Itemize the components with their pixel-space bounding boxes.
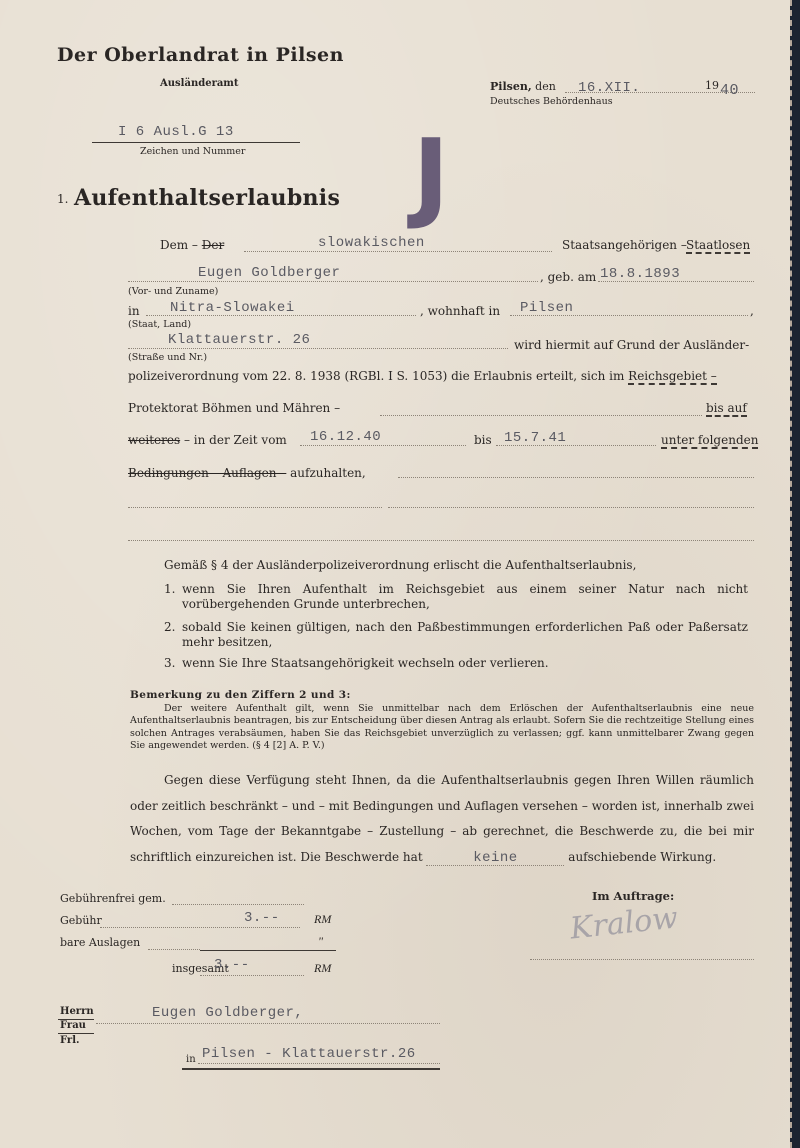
den-label: den [535, 80, 556, 93]
office-building: Deutsches Behördenhaus [490, 96, 613, 107]
born-label: , geb. am [540, 270, 597, 284]
authority-heading: Der Oberlandrat in Pilsen [57, 44, 344, 66]
fee-exempt-label: Gebührenfrei gem. [60, 892, 166, 905]
stateless-label: Staatlosen [686, 238, 751, 252]
address-double-rule [182, 1068, 440, 1070]
dem-label [160, 238, 224, 252]
fee-value: 3.-- [244, 910, 280, 926]
expiry-item [164, 656, 754, 671]
salutation-rule [58, 1033, 94, 1034]
item-number: 2. [164, 620, 176, 634]
fee-label: Gebühr [60, 914, 102, 927]
from-date-value: 16.12.40 [310, 429, 382, 445]
name-value: Eugen Goldberger [198, 265, 341, 281]
fee-currency: RM [314, 912, 332, 926]
addressee-in-label: in [186, 1054, 196, 1065]
expenses-label: bare Auslagen [60, 936, 141, 949]
protektorat-label: Protektorat Böhmen und Mähren – [128, 401, 341, 415]
nationality-suffix: Staatsangehörigen – [562, 238, 687, 252]
bis-label: bis [474, 433, 492, 447]
signature-line [530, 958, 754, 960]
expiry-item [164, 620, 754, 650]
der-struck-text: Der [201, 238, 225, 252]
page-edge [790, 0, 800, 1148]
nationality-value: slowakischen [318, 235, 425, 251]
expiry-item [164, 582, 754, 612]
expiry-intro: Gemäß § 4 der Ausländerpolizeiverordnung erlischt die Aufenthaltserlaubnis, [164, 558, 637, 572]
weiteres-struck-text: weiteres [128, 433, 181, 447]
born-value: 18.8.1893 [600, 266, 681, 282]
note-body [130, 703, 754, 753]
form-number: 1. [57, 192, 69, 206]
year-value: 40 [720, 82, 740, 99]
reference-caption: Zeichen und Nummer [140, 146, 246, 157]
dem-text: Dem – [160, 238, 198, 252]
place-label: Pilsen, [490, 80, 532, 93]
conditions-fill-line-2b [388, 494, 754, 508]
origin-caption: (Staat, Land) [128, 319, 192, 330]
appeal-paragraph [130, 768, 754, 870]
addressee-address: Pilsen - Klattauerstr.26 [202, 1046, 416, 1062]
conditions-label: unter folgenden [661, 433, 759, 447]
decree-line [128, 369, 717, 383]
expenses-value: " [318, 934, 324, 948]
bedingungen-line [128, 466, 366, 480]
addressee-name: Eugen Goldberger, [152, 1005, 304, 1021]
salutation-herrn: Herrn [60, 1006, 94, 1017]
resident-label: , wohnhaft in [420, 304, 501, 318]
total-label: insgesamt [172, 962, 229, 975]
year-prefix: 19 [705, 79, 719, 92]
to-date-value: 15.7.41 [504, 430, 567, 446]
bedingungen-struck-text: Bedingungen – Auflagen – [128, 466, 287, 480]
appeal-text-after: aufschiebende Wirkung. [568, 849, 717, 864]
bis-auf-label: bis auf [706, 401, 747, 415]
salutation-frau: Frau [60, 1020, 86, 1031]
form-title: Aufenthaltserlaubnis [74, 185, 341, 211]
street-value: Klattauerstr. 26 [168, 332, 311, 348]
comma: , [750, 304, 754, 318]
origin-value: Nitra-Slowakei [170, 300, 295, 316]
reichsgebiet-text: Reichsgebiet – [628, 369, 717, 383]
aufzuhalten-text: aufzuhalten, [290, 466, 366, 480]
item-number: 3. [164, 656, 176, 670]
appeal-text: Gegen diese Verfügung steht Ihnen, da die Aufenthaltserlaubnis gegen Ihren Willen räumlich oder zeitlich beschränkt – und – mit Bedingungen und Auflagen versehen – worden ist, innerhalb zwei Wochen, vom Tage der Bekanntgabe – Zustellung – ab gerechnet, die Beschwerde zu, die bei mir schriftlich einzureichen ist. Die Beschwerde hat [130, 773, 754, 864]
department-label: Ausländeramt [160, 78, 239, 89]
total-value: 3.-- [214, 957, 250, 973]
conditions-fill-line-2a [128, 494, 382, 508]
period-line [128, 433, 287, 447]
signature-label: Im Auftrage: [592, 889, 675, 903]
item-number: 1. [164, 582, 176, 596]
note-text: Der weitere Aufenthalt gilt, wenn Sie unmittelbar nach dem Erlöschen der Aufenthaltserlaubnis eine neue Aufenthaltserlaubnis beantragen, bis zur Entscheidung über diesen Antrag als erlaubt. Sofern Sie die rechtzeitige Stellung eines solchen Antrages verabsäumen, haben Sie das Reichsgebiet unverzüglich zu verlassen; ggf. kann unmittelbarer Zwang gegen Sie angewendet werden. (§ 4 [2] A. P. V.) [130, 703, 754, 752]
handwritten-signature: Kralow [568, 900, 680, 947]
total-currency: RM [314, 961, 332, 975]
date-value: 16.XII. [578, 80, 641, 96]
effect-value: keine [426, 851, 564, 866]
note-heading: Bemerkung zu den Ziffern 2 und 3: [130, 689, 351, 701]
name-caption: (Vor- und Zuname) [128, 286, 219, 297]
in-label: in [128, 304, 140, 318]
conditions-fill-line-3 [128, 527, 754, 541]
sum-rule [200, 950, 336, 951]
zeit-label: – in der Zeit vom [183, 433, 287, 447]
item-text: sobald Sie keinen gültigen, nach den Paßbestimmungen erforderlichen Paß oder Paßersatz mehr besitzen, [182, 620, 748, 649]
decree-text: polizeiverordnung vom 22. 8. 1938 (RGBl. I S. 1053) die Erlaubnis erteilt, sich im [128, 369, 625, 383]
item-text: wenn Sie Ihren Aufenthalt im Reichsgebiet aus einem seiner Natur nach nicht vorübergehenden Grunde unterbrechen, [182, 582, 748, 611]
conditions-fill-line-1 [398, 464, 754, 478]
j-stamp-icon: J [412, 119, 450, 233]
item-text: wenn Sie Ihre Staatsangehörigkeit wechseln oder verlieren. [182, 656, 549, 670]
street-suffix: wird hiermit auf Grund der Ausländer- [514, 338, 750, 352]
expenses-fill-line [148, 936, 200, 950]
protektorat-fill-line [380, 402, 702, 416]
reference-number: I 6 Ausl.G 13 [118, 124, 234, 140]
salutation-frl: Frl. [60, 1035, 80, 1046]
fee-exempt-fill-line [172, 891, 304, 905]
place-date-line [490, 80, 556, 93]
street-caption: (Straße und Nr.) [128, 352, 208, 363]
residence-value: Pilsen [520, 300, 574, 316]
